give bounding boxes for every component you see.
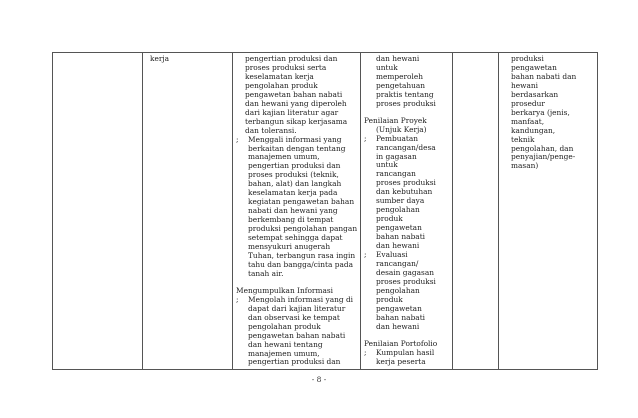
text-line: pengolahan produk <box>248 321 321 331</box>
text-line: berkarya (jenis, <box>511 107 570 117</box>
text-line: dan hewani <box>376 241 420 251</box>
text-line: proses produksi serta <box>245 62 327 72</box>
text-line: Menggali informasi yang <box>248 134 342 144</box>
section-heading: Penilaian Proyek <box>364 115 427 125</box>
activities-lead <box>236 55 357 136</box>
text-line: bahan nabati <box>376 232 426 242</box>
text-line: untuk <box>376 160 398 170</box>
cell-assessment <box>361 53 453 370</box>
text-line: produksi <box>511 54 544 63</box>
text-line: nabati dan hewani yang <box>248 206 338 216</box>
text-line: prosedur <box>511 98 545 108</box>
text-line: proses produksi <box>376 98 436 108</box>
text-line: dan observasi ke tempat <box>248 312 340 322</box>
assessment-lead <box>364 55 449 109</box>
section-heading: Penilaian Portofolio <box>364 338 438 348</box>
text-line: dan kebutuhan <box>376 187 433 197</box>
page-number: - 8 - <box>311 375 327 384</box>
table-row <box>53 53 598 370</box>
text-line: proses produksi (teknik, <box>248 170 339 180</box>
text-line: pengawetan <box>376 303 422 313</box>
resources-text <box>502 55 594 171</box>
bullet-item <box>364 251 449 332</box>
text-line: desain gagasan <box>376 267 435 277</box>
text-line: kandungan, <box>511 125 556 135</box>
bullet-item <box>364 135 449 251</box>
text-line: proses produksi <box>376 276 436 286</box>
text-line: manajemen umum, <box>248 348 320 358</box>
bullet-marker: ; <box>364 347 367 357</box>
text-line: untuk <box>376 62 398 72</box>
text-line: rancangan/ <box>376 258 419 268</box>
text-line: dan hewani <box>376 54 420 63</box>
text-line: berkaitan dengan tentang <box>248 143 346 153</box>
text-line: rancangan/desa <box>376 142 436 152</box>
text-line: keselamatan kerja <box>245 71 314 81</box>
text-line: produk <box>376 294 403 304</box>
text-line: setempat sehingga dapat <box>248 233 343 243</box>
text-line: manajemen umum, <box>248 152 320 162</box>
text-line: dan hewani tentang <box>248 339 323 349</box>
text-line: dan hewani <box>376 321 420 331</box>
text-line: produk <box>376 214 403 224</box>
text-line: pengolahan produk <box>245 80 318 90</box>
text-line: pengertian produksi dan <box>248 161 341 171</box>
text-line: mensyukuri anugerah <box>248 242 331 252</box>
section-subheading: (Unjuk Kerja) <box>376 124 427 134</box>
bullet-item <box>364 349 449 367</box>
cell-empty-2 <box>453 53 499 370</box>
text-line: pengertian produksi dan <box>245 54 338 63</box>
text-line: Mengolah informasi yang di <box>248 294 354 304</box>
cell-learning-resources <box>499 53 598 370</box>
bullet-item <box>236 296 357 368</box>
text-line: praktis tentang <box>376 89 434 99</box>
text-line: kegiatan pengawetan bahan <box>248 197 355 207</box>
text-line: tanah air. <box>248 268 284 278</box>
text-line: bahan, alat) dan langkah <box>248 179 342 189</box>
text-line: tahu dan bangga/cinta pada <box>248 259 354 269</box>
bullet-marker: ; <box>364 133 367 143</box>
cell-material <box>143 53 233 370</box>
text-line: memperoleh <box>376 71 423 81</box>
text-line: keselamatan kerja pada <box>248 188 338 198</box>
bullet-item <box>236 136 357 279</box>
text-line: pengolahan <box>376 285 420 295</box>
text-line: pengetahuan <box>376 80 426 90</box>
material-text: kerja <box>150 54 170 63</box>
text-line: bahan nabati dan <box>511 71 577 81</box>
text-line: teknik <box>511 134 535 144</box>
text-line: rancangan <box>376 169 416 179</box>
text-line: Evaluasi <box>376 250 408 260</box>
text-line: produksi pengolahan pangan <box>248 224 358 234</box>
text-line: penyajian/penge- <box>511 152 576 162</box>
text-line: berdasarkan <box>511 89 559 99</box>
text-line: pengertian produksi dan <box>248 357 341 367</box>
bullet-marker: ; <box>236 134 239 144</box>
text-line: sumber daya <box>376 196 425 206</box>
text-line: dapat dari kajian literatur <box>248 303 346 313</box>
text-line: masan) <box>511 161 539 171</box>
text-line: terbangun sikap kerjasama <box>245 116 348 126</box>
text-line: hewani <box>511 80 538 90</box>
bullet-marker: ; <box>236 294 239 304</box>
text-line: pengawetan bahan nabati <box>245 89 343 99</box>
text-line: pengawetan <box>376 223 422 233</box>
text-line: pengawetan bahan nabati <box>248 330 346 340</box>
bullet-marker: ; <box>364 250 367 260</box>
text-line: manfaat, <box>511 116 545 126</box>
cell-learning-activities <box>233 53 361 370</box>
text-line: pengawetan <box>511 62 557 72</box>
text-line: dan hewani yang diperoleh <box>245 98 347 108</box>
text-line: Tuhan, terbangun rasa ingin <box>248 250 356 260</box>
text-line: kerja peserta <box>376 356 426 366</box>
text-line: dari kajian literatur agar <box>245 107 339 117</box>
text-line: bahan nabati <box>376 312 426 322</box>
text-line: pengolahan, dan <box>511 143 574 153</box>
text-line: dan toleransi. <box>245 125 297 135</box>
cell-empty-1 <box>53 53 143 370</box>
text-line: in gagasan <box>376 151 417 161</box>
text-line: Kumpulan hasil <box>376 347 435 357</box>
syllabus-table <box>52 52 598 370</box>
text-line: proses produksi <box>376 178 436 188</box>
section-heading: Mengumpulkan Informasi <box>236 285 334 295</box>
text-line: Pembuatan <box>376 133 419 143</box>
text-line: pengolahan <box>376 205 420 215</box>
text-line: berkembang di tempat <box>248 215 334 225</box>
